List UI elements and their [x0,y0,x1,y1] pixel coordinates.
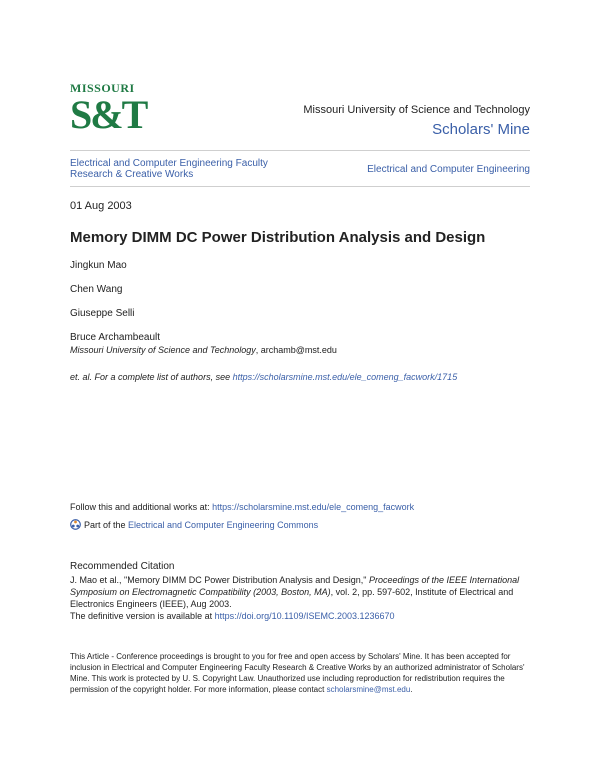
notice-text: This Article - Conference proceedings is brought to you for free and open access by Scholars' Mine. It has been accepted for inclusion in Electrical and Computer Engineering Faculty Research & Creative Works by an authorized administrator of Scholars' Mine. This work is protected by U. S. Copyright Law. Unauthorized use including reproduction for redistribution requires the permission of the copyright holder. For more information, please contact [70,652,525,694]
logo-missouri-text: MISSOURI [70,81,135,95]
author-affiliation [70,345,337,355]
bottom-divider [70,186,530,187]
notice-end: . [410,685,413,694]
contact-email-link[interactable]: scholarsmine@mst.edu [326,685,411,694]
author-name: Chen Wang [70,284,123,295]
part-of-line [70,519,318,530]
citation-publisher: , vol. 2, pp. 597-602, Institute of Electrical and Electronics Engineers (IEEE), Aug 2003. [70,587,514,609]
follow-line [70,502,414,512]
follow-works-link[interactable]: https://scholarsmine.mst.edu/ele_comeng_facwork [212,502,415,512]
doi-link[interactable]: https://doi.org/10.1109/ISEMC.2003.1236670 [214,611,395,621]
university-name: Missouri University of Science and Technology [303,104,530,116]
top-divider [70,150,530,151]
author-name: Jingkun Mao [70,260,127,271]
authors-list-link[interactable]: https://scholarsmine.mst.edu/ele_comeng_facwork/1715 [232,372,458,382]
recommended-citation-heading: Recommended Citation [70,561,175,572]
author-name: Bruce Archambeault [70,332,161,343]
part-of-text: Part of the [84,520,129,530]
author-name: Giuseppe Selli [70,308,135,319]
follow-text: Follow this and additional works at: [70,502,213,512]
collection-department-link[interactable]: Electrical and Computer Engineering [367,164,530,175]
commons-link[interactable]: Electrical and Computer Engineering Commons [128,520,319,530]
etal-note [70,372,457,382]
commons-network-icon [70,519,81,530]
citation-venue: Proceedings of the IEEE International Symposium on Electromagnetic Compatibility (2003, Boston, MA) [70,575,520,597]
missouri-st-logo [70,81,147,138]
collection-faculty-works-link[interactable]: Electrical and Computer Engineering Faculty Research & Creative Works [70,158,268,180]
scholars-mine-link[interactable]: Scholars' Mine [432,121,530,138]
affiliation-email: , archamb@mst.edu [255,345,337,355]
citation-text [70,574,540,622]
page-title: Memory DIMM DC Power Distribution Analysis and Design [70,229,486,246]
doi-text: The definitive version is available at [70,611,215,621]
publication-date: 01 Aug 2003 [70,200,132,212]
etal-text: et. al. For a complete list of authors, see [70,372,233,382]
affiliation-org: Missouri University of Science and Technology [70,345,256,355]
logo-st-text: S&T [70,92,147,137]
copyright-notice [70,651,540,695]
citation-authors-title: J. Mao et al., "Memory DIMM DC Power Distribution Analysis and Design," [70,575,369,585]
